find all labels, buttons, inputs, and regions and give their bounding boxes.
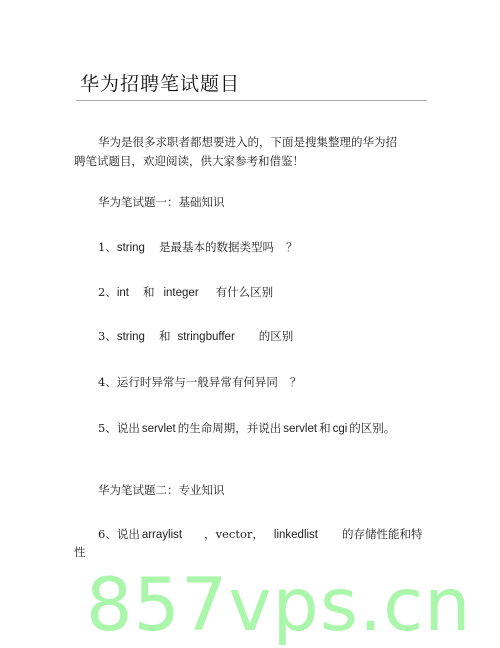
question-1-term: string xyxy=(116,242,145,254)
question-3-term-b: stringbuffer xyxy=(177,331,235,343)
question-5-term-c: cgi xyxy=(332,423,348,435)
question-1-text: 是最基本的数据类型吗 xyxy=(158,240,274,254)
question-5-and: 和 xyxy=(319,421,331,435)
question-5-num: 5、 xyxy=(98,421,117,435)
question-6-say: 说出 xyxy=(116,527,140,541)
question-2-term-b: integer xyxy=(163,287,199,299)
question-6-sep: ，vector， xyxy=(204,527,264,541)
question-5-say: 说出 xyxy=(116,421,140,435)
question-5-text-b: 的区别。 xyxy=(349,421,396,435)
question-6-term-a: arraylist xyxy=(141,529,183,541)
question-5 xyxy=(98,420,395,437)
section-2-heading: 华为笔试题二：专业知识 xyxy=(98,483,225,497)
question-2-text: 有什么区别 xyxy=(215,285,274,299)
question-5-term-b: servlet xyxy=(283,423,318,435)
question-3-and: 和 xyxy=(158,329,171,343)
question-3-num: 3、 xyxy=(98,329,117,343)
question-2-term-a: int xyxy=(116,287,129,299)
question-2-and: 和 xyxy=(142,285,155,299)
title-divider xyxy=(76,100,427,101)
question-1-number: 1、 xyxy=(98,240,117,254)
section-1-heading: 华为笔试题一：基础知识 xyxy=(98,195,225,209)
question-6-num: 6、 xyxy=(98,527,117,541)
question-6-term-b: linkedlist xyxy=(273,529,318,541)
question-6-continuation: 性 xyxy=(74,545,86,559)
question-6-text: 的存储性能和特 xyxy=(342,527,423,541)
question-1 xyxy=(98,239,297,256)
question-3-term-a: string xyxy=(116,331,145,343)
question-2-num: 2、 xyxy=(98,285,117,299)
intro-line-1: 华为是很多求职者都想要进入的，下面是搜集整理的华为招 xyxy=(98,135,397,149)
question-4-text: 运行时异常与一般异常有何异同 xyxy=(116,375,278,389)
question-3 xyxy=(98,328,293,345)
watermark-text: 857vps.cn xyxy=(86,563,472,648)
question-1-mark: ？ xyxy=(285,240,298,254)
question-4-num: 4、 xyxy=(98,375,117,389)
document-title: 华为招聘笔试题目 xyxy=(80,73,241,95)
question-4 xyxy=(98,374,301,390)
question-6 xyxy=(98,526,423,543)
intro-line-2: 聘笔试题目，欢迎阅读，供大家参考和借鉴！ xyxy=(74,154,304,168)
question-2 xyxy=(98,284,273,301)
question-3-text: 的区别 xyxy=(258,329,294,343)
question-5-text-a: 的生命周期，并说出 xyxy=(177,421,282,435)
question-5-term-a: servlet xyxy=(141,423,176,435)
question-4-mark: ？ xyxy=(289,375,302,389)
